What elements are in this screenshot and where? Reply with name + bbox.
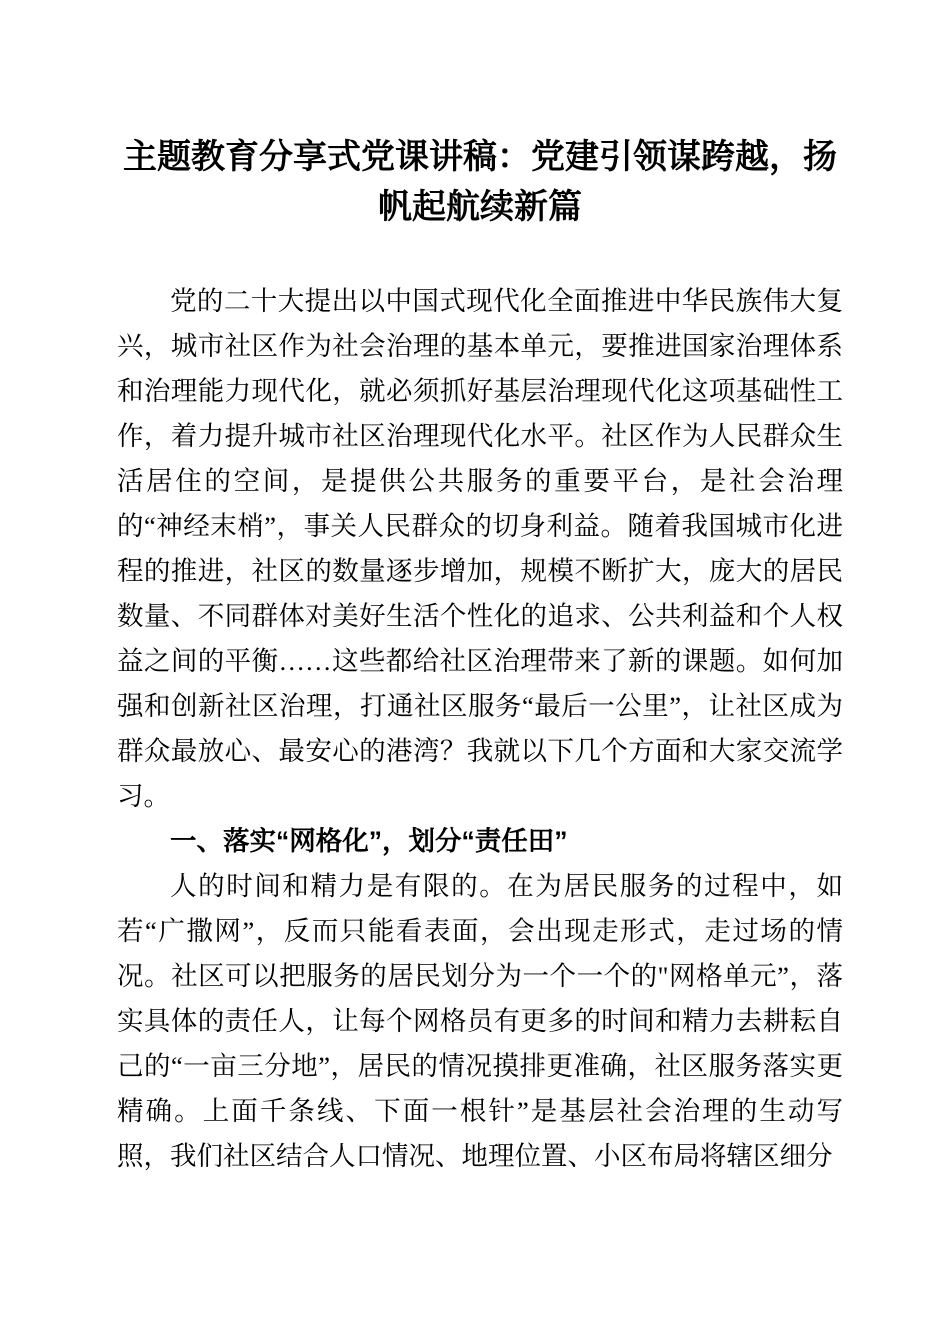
paragraph-section-1: 人的时间和精力是有限的。在为居民服务的过程中，如若“广撒网”，反而只能看表面，会出现走形式，走过场的情况。社区可以把服务的居民划分为一个一个的"网格单元”，落实具体的责任人，让每个网格员有更多的时间和精力去耕耘自己的“一亩三分地”，居民的情况摸排更准确，社区服务落实更精确。上面千条线、下面一根针”是基层社会治理的生动写照，我们社区结合人口情况、地理位置、小区布局将辖区细分 xyxy=(117,871,843,1171)
paragraph-intro: 党的二十大提出以中国式现代化全面推进中华民族伟大复兴，城市社区作为社会治理的基本单元，要推进国家治理体系和治理能力现代化，就必须抓好基层治理现代化这项基础性工作，着力提升城市社区治理现代化水平。社区作为人民群众生活居住的空间，是提供公共服务的重要平台，是社会治理的“神经末梢”，事关人民群众的切身利益。随着我国城市化进程的推进，社区的数量逐步增加，规模不断扩大，庞大的居民数量、不同群体对美好生活个性化的追求、公共利益和个人权益之间的平衡……这些都给社区治理带来了新的课题。如何加强和创新社区治理，打通社区服务“最后一公里”，让社区成为群众最放心、最安心的港湾？我就以下几个方面和大家交流学习。 xyxy=(117,286,843,811)
section-1-heading: 一、落实“网格化”，划分“责任田” xyxy=(170,826,568,856)
document-title: 主题教育分享式党课讲稿：党建引领谋跨越，扬帆起航续新篇 xyxy=(123,139,837,226)
document-content xyxy=(117,133,843,1179)
